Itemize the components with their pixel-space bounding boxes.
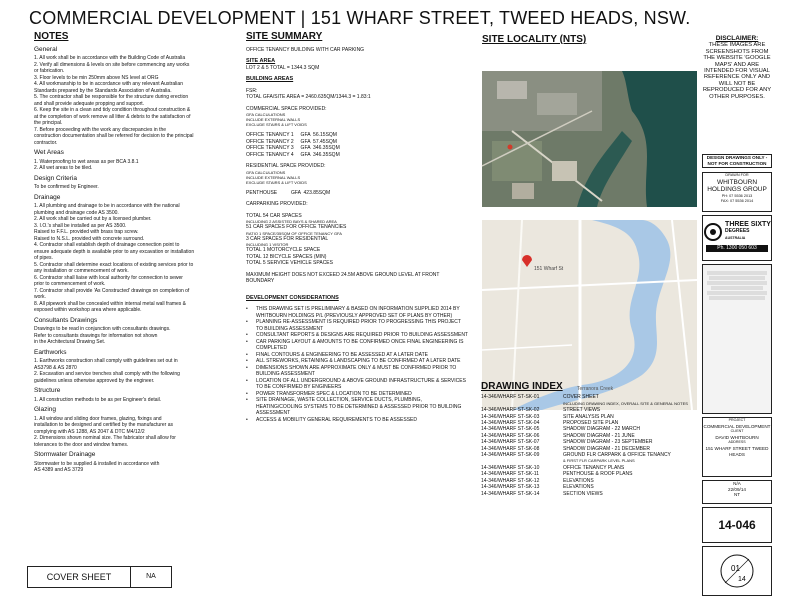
page-title: COMMERCIAL DEVELOPMENT | 151 WHARF STREET, TWEED HEADS, NSW. bbox=[29, 8, 691, 28]
bullet-icon: • bbox=[246, 319, 248, 325]
notes-line: and shall provide adequate propping and support. bbox=[34, 100, 145, 107]
development-consideration-item bbox=[246, 306, 468, 319]
notes-section-title: Consultants Drawings bbox=[34, 316, 98, 324]
details-fill bbox=[703, 271, 771, 300]
disclaimer bbox=[702, 36, 772, 151]
disclaimer-title: DISCLAIMER: bbox=[715, 35, 759, 42]
notes-line: of pipes. bbox=[34, 255, 53, 261]
address: 151 WHARF STREET TWEED HEADS bbox=[705, 445, 769, 457]
notes-line: 2. All work shall be carried out by a licensed plumber. bbox=[34, 216, 152, 222]
client-phone: PH: 07 5536 2013 bbox=[721, 193, 753, 198]
drawing-code: 14-346/WHARF ST-SK-14 bbox=[481, 490, 540, 497]
carparking-line: INCLUDING 2 ASSISTED BAYS & SHARED AREA bbox=[246, 219, 337, 224]
carparking-list bbox=[246, 213, 468, 267]
drawing-code: 14-346/WHARF ST-SK-07 bbox=[481, 439, 540, 446]
notes-section-title: Design Criteria bbox=[34, 174, 77, 182]
office-tenancy-3: OFFICE TENANCY 3 GFA 346.35SQM bbox=[246, 145, 340, 151]
notes-line: 1. Earthworks construction shall comply with guidelines set out in bbox=[34, 358, 178, 364]
development-consideration-item bbox=[246, 365, 468, 378]
carparking-line: INCLUDING 1 VISITOR bbox=[246, 242, 289, 247]
gfa-calc-line: INCLUDE EXTERNAL WALLS bbox=[246, 117, 301, 122]
drawing-title: COVER SHEET bbox=[563, 394, 599, 401]
drawing-title: INCLUDING DRAWING INDEX, OVERALL SITE & GENERAL NOTES bbox=[563, 400, 688, 406]
notes-section-title: Wet Areas bbox=[34, 149, 64, 156]
company-name-block bbox=[725, 221, 771, 242]
site-intro: OFFICE TENANCY BUILDING WITH CAR PARKING bbox=[246, 46, 365, 53]
notes-line: Raised to N.S.L. provided with concrete surround. bbox=[34, 235, 145, 242]
bullet-icon: • bbox=[246, 338, 248, 345]
commercial-title: COMMERCIAL SPACE PROVIDED: bbox=[246, 105, 327, 112]
notes-line: 1. All work shall be in accordance with the Building Code of Australia bbox=[34, 55, 186, 61]
development-consideration-text: FINAL CONTOURS & ENGINEERING TO BE ASSESSED AT A LATER DATE bbox=[256, 351, 428, 358]
development-consideration-text: POWER TRANSFORMER SPEC & LOCATION TO BE DETERMINED bbox=[256, 390, 412, 397]
max-height-note: MAXIMUM HEIGHT DOES NOT EXCEED 24.5M ABOVE GROUND LEVEL AT FRONT BOUNDARY bbox=[246, 271, 440, 284]
client-label: DRAWN FOR bbox=[725, 173, 749, 177]
client-fax: FAX: 07 5536 2014 bbox=[720, 199, 754, 204]
notes-line: 3. Floor levels to be min 250mm above NS level at ORG bbox=[34, 74, 159, 81]
notes-line: complying with AS 1288, AS 2047 & DTC M4/12/2 bbox=[34, 428, 145, 435]
notes-line: 1. All construction methods to be as per Engineer's detail. bbox=[34, 396, 162, 403]
gfa-calc-line: GFA CALCULATIONS bbox=[246, 169, 286, 175]
notes-line: To be confirmed by Engineer. bbox=[34, 184, 99, 190]
development-consideration-text: THIS DRAWING SET IS PRELIMINARY & BASED ON INFORMATION SUPPLIED 2014 BY WHITBOURN HOLDINGS P/L (PREVIOUSLY APPROVED SET OF PLANS BY OTHER) bbox=[256, 306, 460, 319]
meta-box bbox=[702, 480, 772, 504]
building-areas-title: BUILDING AREAS bbox=[246, 76, 294, 82]
notes-line: 5. The contractor shall be responsible for the structure during erection bbox=[34, 94, 189, 100]
notes-section-title: Glazing bbox=[34, 406, 57, 413]
residential-title: RESIDENTIAL SPACE PROVIDED: bbox=[246, 163, 326, 169]
client-name: WHITBOURN HOLDINGS GROUP bbox=[707, 178, 767, 194]
penthouse-area: PENTHOUSE GFA 423.85SQM bbox=[246, 189, 331, 196]
drawing-title: PROPOSED SITE PLAN bbox=[563, 420, 619, 427]
development-consideration-text: ACCESS & MOBILITY GENERAL REQUIREMENTS TO BE ASSESSED bbox=[256, 416, 417, 423]
drawing-code: 14-346/WHARF ST-SK-02 bbox=[481, 407, 540, 414]
gfa-calc-line: EXCLUDE STAIRS & LIFT VOIDS bbox=[246, 122, 307, 127]
office-tenancy-2: OFFICE TENANCY 2 GFA 57.45SQM bbox=[246, 138, 337, 145]
sheet-box bbox=[702, 546, 772, 596]
notes-line: in the Architectural Drawing Set. bbox=[34, 339, 106, 345]
sheet-total: 14 bbox=[738, 576, 746, 583]
project-box bbox=[702, 417, 772, 477]
fsr-label: FSR: bbox=[246, 87, 258, 94]
notes-column bbox=[34, 31, 244, 579]
notes-line: 4. Contractor shall establish depth of drainage connection point to bbox=[34, 242, 180, 248]
bullet-icon: • bbox=[246, 351, 248, 358]
notes-line: 5. Contractor shall determine exact locations of existing services prior to bbox=[34, 261, 194, 268]
company-country: AUSTRALIA bbox=[725, 236, 746, 240]
project-label: PROJECT bbox=[728, 418, 746, 422]
bullet-icon: • bbox=[246, 358, 248, 364]
notes-line: guidelines unless otherwise approved by the engineer. bbox=[34, 377, 155, 384]
cover-sheet-scale: NA bbox=[146, 573, 156, 580]
drawing-code: 14-346/WHARF ST-SK-01 bbox=[481, 394, 540, 401]
notes-section-title: Drainage bbox=[34, 193, 61, 201]
map-pin-label: 151 Wharf St bbox=[534, 266, 564, 272]
gfa-calc-line: INCLUDE EXTERNAL WALLS bbox=[246, 174, 301, 180]
creek-label: Terranora Creek bbox=[577, 386, 614, 392]
development-consideration-item bbox=[246, 339, 468, 352]
company-name: THREE SIXTY bbox=[725, 221, 771, 228]
drawing-number: 14-046 bbox=[702, 507, 772, 543]
notes-body bbox=[34, 47, 244, 474]
site-locality-heading: SITE LOCALITY (NTS) bbox=[482, 34, 587, 45]
development-consideration-text: LOCATION OF ALL UNDERGROUND & ABOVE GROUND INFRASTRUCTURE & SERVICES TO BE CONFIRMED BY ENGINEERS bbox=[256, 377, 466, 390]
drawing-code: 14-346/WHARF ST-SK-06 bbox=[481, 432, 540, 439]
notes-line: 7. Before proceeding with the work any discrepancies in the bbox=[34, 126, 167, 133]
drawn-value: NT bbox=[733, 492, 741, 498]
development-consideration-text: SITE DRAINAGE, WASTE COLLECTION, SERVICE DUCTS, PLUMBING, HEATING/COOLING SYSTEMS TO BE DETERMINED & ASSESSED PRIOR TO BUILDING ASSESSMENT bbox=[256, 397, 462, 416]
carparking-line: TOTAL 54 CAR SPACES bbox=[246, 212, 302, 219]
development-consideration-item bbox=[246, 319, 468, 332]
notes-line: contractor. bbox=[34, 139, 58, 146]
bullet-icon: • bbox=[246, 416, 248, 423]
carparking-title: CARPARKING PROVIDED: bbox=[246, 201, 308, 207]
drawing-title: SHADOW DIAGRAM - 22 MARCH bbox=[563, 426, 640, 433]
carparking-line: TOTAL 5 SERVICE VEHICLE SPACES bbox=[246, 260, 333, 266]
drawing-index-heading: DRAWING INDEX bbox=[481, 381, 563, 392]
notes-line: 3. I.O.'s shall be installed as per AS 3500. bbox=[34, 222, 127, 229]
client2-label: CLIENT bbox=[730, 429, 744, 434]
drawing-title: SHADOW DIAGRAM - 21 DECEMBER bbox=[563, 445, 650, 452]
notes-line: Refer to consultants drawings for information not shown bbox=[34, 332, 158, 339]
gfa-calc-line: EXCLUDE STAIRS & LIFT VOIDS bbox=[246, 179, 307, 185]
drawing-code: 14-346/WHARF ST-SK-05 bbox=[481, 426, 540, 433]
site-summary-column bbox=[246, 31, 468, 594]
notes-line: Standards prepared by the Standards Association of Australia. bbox=[34, 87, 172, 94]
drawing-code: 14-346/WHARF ST-SK-12 bbox=[481, 477, 540, 484]
cover-sheet-box bbox=[27, 566, 172, 588]
drawing-title: GROUND FLR CARPARK & OFFICE TENANCY bbox=[563, 452, 671, 459]
notes-line: 6. Keep the site in a clean and tidy condition throughout construction & bbox=[34, 107, 191, 113]
notes-line: tolerances to the door and window frames. bbox=[34, 441, 129, 448]
notes-line: 2. Excavation and service trenches shall comply with the following bbox=[34, 371, 180, 377]
notes-line: 1. Waterproofing to wet areas as per BCA 3.8.1 bbox=[34, 158, 139, 165]
notes-line: Raised to F.F.L. provided with brass trap screw. bbox=[34, 229, 139, 235]
company-logo-box bbox=[702, 215, 772, 261]
notes-line: installation to be designed and certified by the manufacturer as bbox=[34, 422, 173, 428]
drawing-code: 14-346/WHARF ST-SK-04 bbox=[481, 420, 540, 427]
date-value: 22/09/14 bbox=[728, 486, 746, 492]
drawing-index-rows bbox=[481, 394, 697, 497]
notes-section-title: Structure bbox=[34, 387, 61, 394]
carparking-line: TOTAL 12 BICYCLE SPACES (MIN) bbox=[246, 253, 327, 260]
development-considerations-list bbox=[246, 306, 468, 423]
sheet-number-circle bbox=[719, 553, 755, 589]
drawing-title: SECTION VIEWS bbox=[563, 490, 603, 497]
design-note: DESIGN DRAWINGS ONLY - NOT FOR CONSTRUCTION bbox=[702, 154, 772, 168]
drawing-code: 14-346/WHARF ST-SK-09 bbox=[481, 452, 540, 459]
development-consideration-item bbox=[246, 378, 468, 391]
scale-value: N/A bbox=[733, 481, 741, 486]
bullet-icon: • bbox=[246, 390, 248, 397]
development-consideration-text: PLANNING RE-ASSESSMENT IS REQUIRED PRIOR TO PROGRESSING THIS PROJECT TO BUILDING ASSESSMENT bbox=[256, 319, 461, 332]
gfa-calc-line: GFA CALCULATIONS bbox=[246, 112, 286, 117]
notes-line: 6. Contractor shall liaise with local authority for connection to sewer bbox=[34, 274, 183, 281]
notes-line: any installation or commencement of work. bbox=[34, 268, 129, 274]
drawing-code: 14-346/WHARF ST-SK-11 bbox=[481, 471, 539, 478]
bullet-icon: • bbox=[246, 332, 248, 338]
notes-line: AS 4389 and AS 3729 bbox=[34, 467, 84, 473]
development-consideration-text: CAR PARKING LAYOUT & AMOUNTS TO BE CONFIRMED ONCE FINAL ENGINEERING IS COMPLETED bbox=[256, 338, 464, 351]
notes-line: work. bbox=[34, 294, 46, 300]
drawing-code: 14-346/WHARF ST-SK-10 bbox=[481, 464, 540, 471]
client2-name: DAVID WHITBOURN bbox=[715, 434, 759, 440]
carparking-line: RATIO 1 SPACE/35SQM OF OFFICE TENANCY GFA bbox=[246, 230, 342, 236]
details-box bbox=[702, 264, 772, 414]
drawing-title: ELEVATIONS bbox=[563, 477, 594, 484]
company-sub: DEGREES bbox=[725, 228, 750, 234]
site-area-title: SITE AREA bbox=[246, 58, 276, 64]
client-box bbox=[702, 172, 772, 212]
satellite-map-image bbox=[482, 71, 697, 207]
development-considerations-title: DEVELOPMENT CONSIDERATIONS bbox=[246, 294, 339, 301]
notes-line: at the completion of work remove all litter & debris to the satisfaction of bbox=[34, 113, 191, 120]
fsr-total: TOTAL GFA/SITE AREA = 2460.635QM/1344.3 = 1.83:1 bbox=[246, 94, 371, 100]
site-summary-heading: SITE SUMMARY bbox=[246, 31, 323, 42]
notes-line: 8. All pipework shall be concealed within internal metal wall frames & bbox=[34, 300, 187, 307]
development-consideration-text: DIMENSIONS SHOWN ARE APPROXIMATE ONLY & MUST BE CONFIRMED PRIOR TO BUILDING ASSESSMENT bbox=[256, 364, 457, 377]
drawing-title: PENTHOUSE & ROOF PLANS bbox=[563, 471, 633, 478]
notes-line: prior to commencement of work. bbox=[34, 281, 106, 287]
notes-line: AS3798 & AS 2870 bbox=[34, 364, 77, 371]
title-block bbox=[702, 36, 772, 598]
development-consideration-text: CONSULTANT REPORTS & DESIGNS ARE REQUIRED PRIOR TO BUILDING ASSESSMENT bbox=[256, 332, 468, 338]
office-tenancy-4: OFFICE TENANCY 4 GFA 346.35SQM bbox=[246, 151, 340, 158]
carparking-line: TOTAL 1 MOTORCYCLE SPACE bbox=[246, 247, 321, 253]
notes-line: 1. All plumbing and drainage to be in accordance with the national bbox=[34, 203, 180, 209]
development-consideration-item bbox=[246, 397, 468, 417]
notes-line: Stormwater to be supplied & installed in accordance with bbox=[34, 460, 160, 467]
bullet-icon: • bbox=[246, 397, 248, 403]
address-label: ADDRESS bbox=[728, 440, 746, 445]
notes-line: 4. All workmanship to be in accordance with any relevant Australian bbox=[34, 81, 183, 87]
notes-line: the principal. bbox=[34, 120, 63, 126]
drawing-title: ELEVATIONS bbox=[563, 484, 594, 491]
drawing-code: 14-346/WHARF ST-SK-13 bbox=[481, 484, 540, 491]
company-phone: Ph. 1300 050 603 bbox=[706, 245, 768, 252]
disclaimer-text: THESE IMAGES ARE SCREENSHOTS FROM THE WEBSITE 'GOOGLE MAPS' AND ARE INTENDED FOR VISUAL REFERENCE ONLY AND WILL NOT BE REPRODUCED FOR ANY OTHER PURPOSES. bbox=[702, 42, 772, 100]
drawing-title: SHADOW DIAGRAM - 21 JUNE bbox=[563, 432, 635, 439]
drawing-code: 14-346/WHARF ST-SK-08 bbox=[481, 445, 540, 452]
site-area: LOT 2 & 5 TOTAL = 1344.3 SQM bbox=[246, 64, 320, 71]
cover-sheet-label: COVER SHEET bbox=[28, 567, 131, 587]
company-logo bbox=[703, 221, 771, 242]
notes-section-title: Stormwater Drainage bbox=[34, 451, 96, 458]
notes-line: ensure adequate depth is available prior to any excavation or installation bbox=[34, 248, 195, 255]
drawing-title: SITE ANALYSIS PLAN bbox=[563, 413, 614, 420]
satellite-map bbox=[482, 71, 697, 207]
drawing-title: SHADOW DIAGRAM - 23 SEPTEMBER bbox=[563, 439, 653, 446]
carparking-line: 3 CAR SPACES FOR RESIDENTIAL bbox=[246, 235, 329, 242]
carparking-line: 51 CAR SPACES FOR OFFICE TENANCIES bbox=[246, 224, 347, 230]
bullet-icon: • bbox=[246, 377, 248, 384]
drawing-code: 14-346/WHARF ST-SK-03 bbox=[481, 413, 540, 420]
company-logo-icon bbox=[703, 222, 723, 242]
notes-line: construction documentation shall be referred for decision to the principal bbox=[34, 133, 194, 139]
sheet-number: 01 bbox=[731, 564, 740, 573]
notes-heading: NOTES bbox=[34, 31, 69, 42]
drawing-index bbox=[481, 381, 697, 554]
drawing-title: OFFICE TENANCY PLANS bbox=[563, 464, 625, 471]
development-consideration-item bbox=[246, 417, 468, 424]
notes-line: 2. Dimensions shown nominal size. The fabricator shall allow for bbox=[34, 435, 176, 441]
notes-section-title: General bbox=[34, 45, 58, 53]
notes-line: 2. Verify all dimensions & levels on site before commencing any works bbox=[34, 61, 190, 68]
bullet-icon: • bbox=[246, 364, 248, 371]
notes-line: Drawings to be read in conjunction with consultants drawings. bbox=[34, 326, 171, 332]
notes-line: plumbing and drainage code AS 3500. bbox=[34, 209, 119, 216]
notes-line: or fabrication. bbox=[34, 68, 65, 74]
notes-line: 7. Contractor shall provide 'As Constructed' drawings on completion of bbox=[34, 287, 190, 294]
notes-line: 1. All window and sliding door frames, glazing, fixings and bbox=[34, 415, 162, 422]
notes-line: 2. All wet areas to be tiled. bbox=[34, 165, 93, 171]
notes-line: exposed within workshop area where applicable. bbox=[34, 307, 142, 313]
project-name: COMMERCIAL DEVELOPMENT bbox=[703, 423, 771, 429]
drawing-title: STREET VIEWS bbox=[563, 407, 601, 414]
development-consideration-text: ALL STREWORKS, RETAINING & LANDSCAPING TO BE CONFIRMED AT A LATER DATE bbox=[256, 358, 461, 364]
drawing-index-row bbox=[481, 491, 697, 497]
notes-section-title: Earthworks bbox=[34, 348, 67, 356]
office-tenancy-1: OFFICE TENANCY 1 GFA 56.15SQM bbox=[246, 132, 337, 138]
drawing-title: & FIRST FLR CARPARK LEVEL PLANS bbox=[563, 458, 635, 464]
bullet-icon: • bbox=[246, 306, 248, 312]
